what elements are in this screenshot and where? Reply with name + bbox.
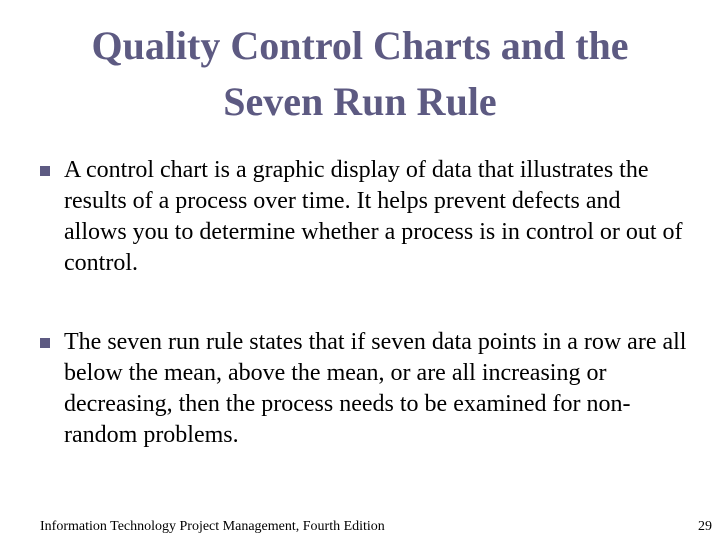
bullet-list [38, 155, 688, 451]
bullet-text: A control chart is a graphic display of data that illustrates the results of a process over time. It helps prevent defects and allows you to determine whether a process is in control or out of control. [64, 157, 683, 276]
title-line-2: Seven Run Rule [223, 79, 497, 124]
square-bullet-icon [40, 338, 50, 348]
footer-source: Information Technology Project Management, Fourth Edition [40, 519, 385, 534]
bullet-item-control-chart [38, 155, 688, 279]
bullet-item-seven-run-rule [38, 327, 688, 451]
slide-title [40, 18, 680, 130]
title-line-1: Quality Control Charts and the [91, 23, 629, 68]
page-number: 29 [698, 519, 712, 534]
bullet-text: The seven run rule states that if seven data points in a row are all below the mean, above the mean, or are all increasing or decreasing, then the process needs to be examined for non-random problems. [64, 329, 687, 448]
square-bullet-icon [40, 166, 50, 176]
